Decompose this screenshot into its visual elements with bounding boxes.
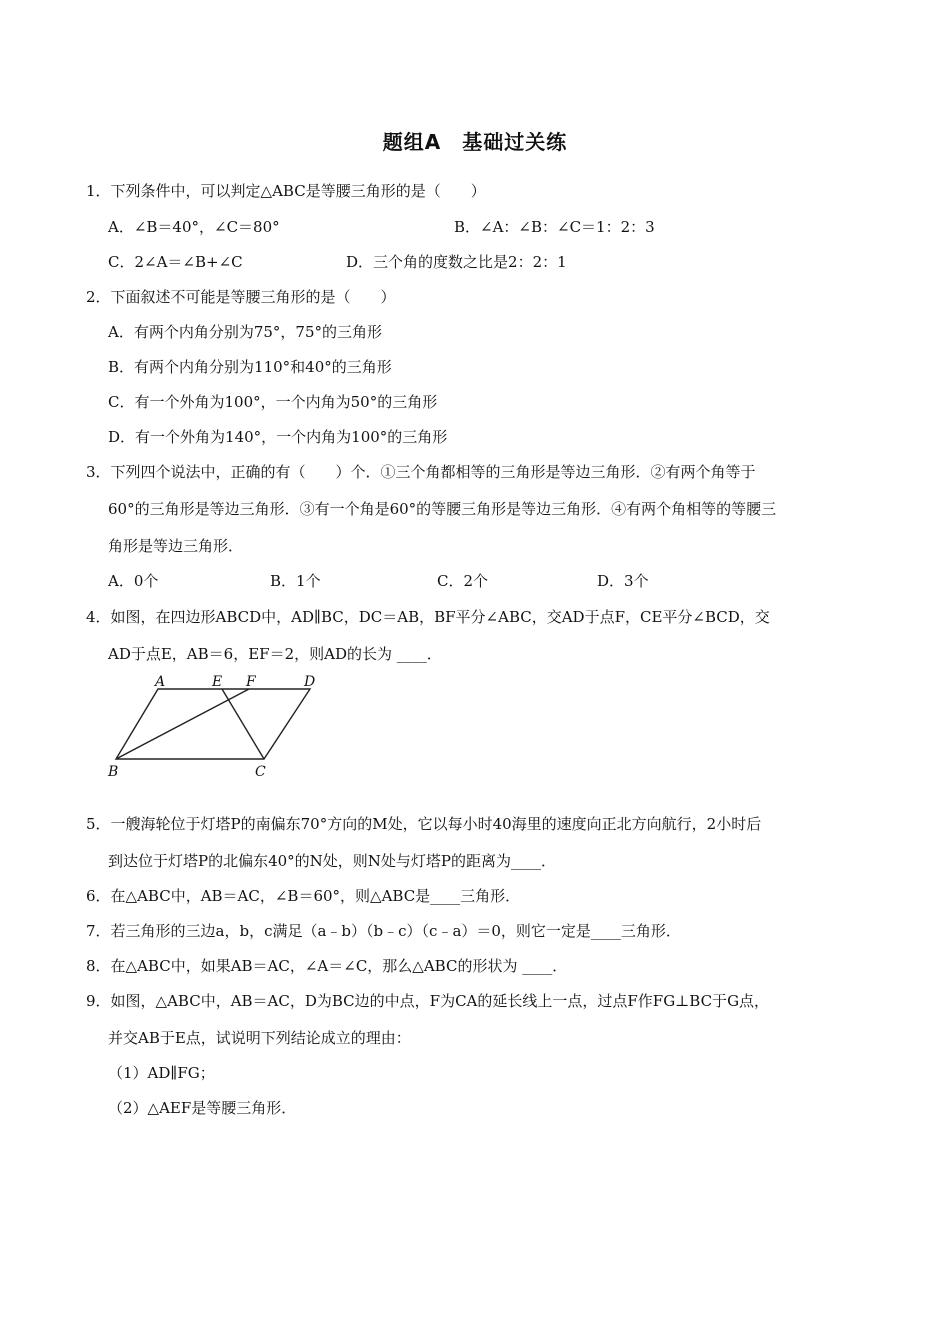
label-c: C (255, 764, 266, 780)
label-a: A (155, 674, 166, 690)
page-title: 题组A 基础过关练 (382, 130, 568, 154)
quadrilateral-diagram (104, 672, 326, 780)
q4-line-2: AD于点E，AB＝6，EF＝2，则AD的长为 ____． (108, 645, 442, 663)
q7: 7．若三角形的三边a，b，c满足（a﹣b）（b﹣c）（c﹣a）＝0，则它一定是____三角形． (86, 922, 681, 940)
q9-line-1: 9．如图，△ABC中，AB＝AC，D为BC边的中点，F为CA的延长线上一点，过点F作FG⊥BC于G点， (86, 992, 770, 1010)
quadrilateral-figure (104, 672, 326, 780)
q1-option-d: D．三个角的度数之比是2：2：1 (346, 253, 567, 271)
q3-line-1: 3．下列四个说法中，正确的有（ ）个．①三个角都相等的三角形是等边三角形．②有两个角等于 (86, 463, 756, 481)
q2-option-a: A．有两个内角分别为75°，75°的三角形 (108, 323, 383, 341)
q3-option-c: C．2个 (437, 572, 489, 590)
q2-stem: 2．下面叙述不可能是等腰三角形的是（ ） (86, 288, 396, 306)
q1-option-b: B．∠A：∠B：∠C＝1：2：3 (454, 218, 655, 236)
label-e: E (212, 674, 223, 690)
q2-option-d: D．有一个外角为140°，一个内角为100°的三角形 (108, 428, 448, 446)
q3-option-a: A．0个 (108, 572, 159, 590)
q3-option-b: B．1个 (270, 572, 321, 590)
label-d: D (304, 674, 316, 690)
q2-option-b: B．有两个内角分别为110°和40°的三角形 (108, 358, 392, 376)
q9-sub-1: （1）AD∥FG； (108, 1064, 215, 1082)
q5-line-1: 5．一艘海轮位于灯塔P的南偏东70°方向的M处，它以每小时40海里的速度向正北方向航行，2小时后 (86, 815, 762, 833)
q9-line-2: 并交AB于E点，试说明下列结论成立的理由： (108, 1029, 411, 1047)
q1-option-c: C．2∠A＝∠B+∠C (108, 253, 243, 271)
q8: 8．在△ABC中，如果AB＝AC，∠A＝∠C，那么△ABC的形状为 ____． (86, 957, 568, 975)
q2-option-c: C．有一个外角为100°，一个内角为50°的三角形 (108, 393, 438, 411)
q3-line-2: 60°的三角形是等边三角形．③有一个角是60°的等腰三角形是等边三角形．④有两个角相等的等腰三 (108, 500, 777, 518)
q3-line-3: 角形是等边三角形． (108, 537, 244, 555)
q9-sub-2: （2）△AEF是等腰三角形． (108, 1099, 297, 1117)
q1-stem: 1．下列条件中，可以判定△ABC是等腰三角形的是（ ） (86, 182, 486, 200)
q3-option-d: D．3个 (597, 572, 649, 590)
q5-line-2: 到达位于灯塔P的北偏东40°的N处，则N处与灯塔P的距离为____． (108, 852, 557, 870)
segment-ce (222, 689, 264, 759)
q1-option-a: A．∠B＝40°，∠C＝80° (108, 218, 280, 236)
quadrilateral-abcd (116, 689, 310, 759)
label-f: F (246, 674, 256, 690)
q6: 6．在△ABC中，AB＝AC，∠B＝60°，则△ABC是____三角形． (86, 887, 521, 905)
label-b: B (108, 764, 119, 780)
q4-line-1: 4．如图，在四边形ABCD中，AD∥BC，DC＝AB，BF平分∠ABC，交AD于点F，CE平分∠BCD，交 (86, 608, 770, 626)
